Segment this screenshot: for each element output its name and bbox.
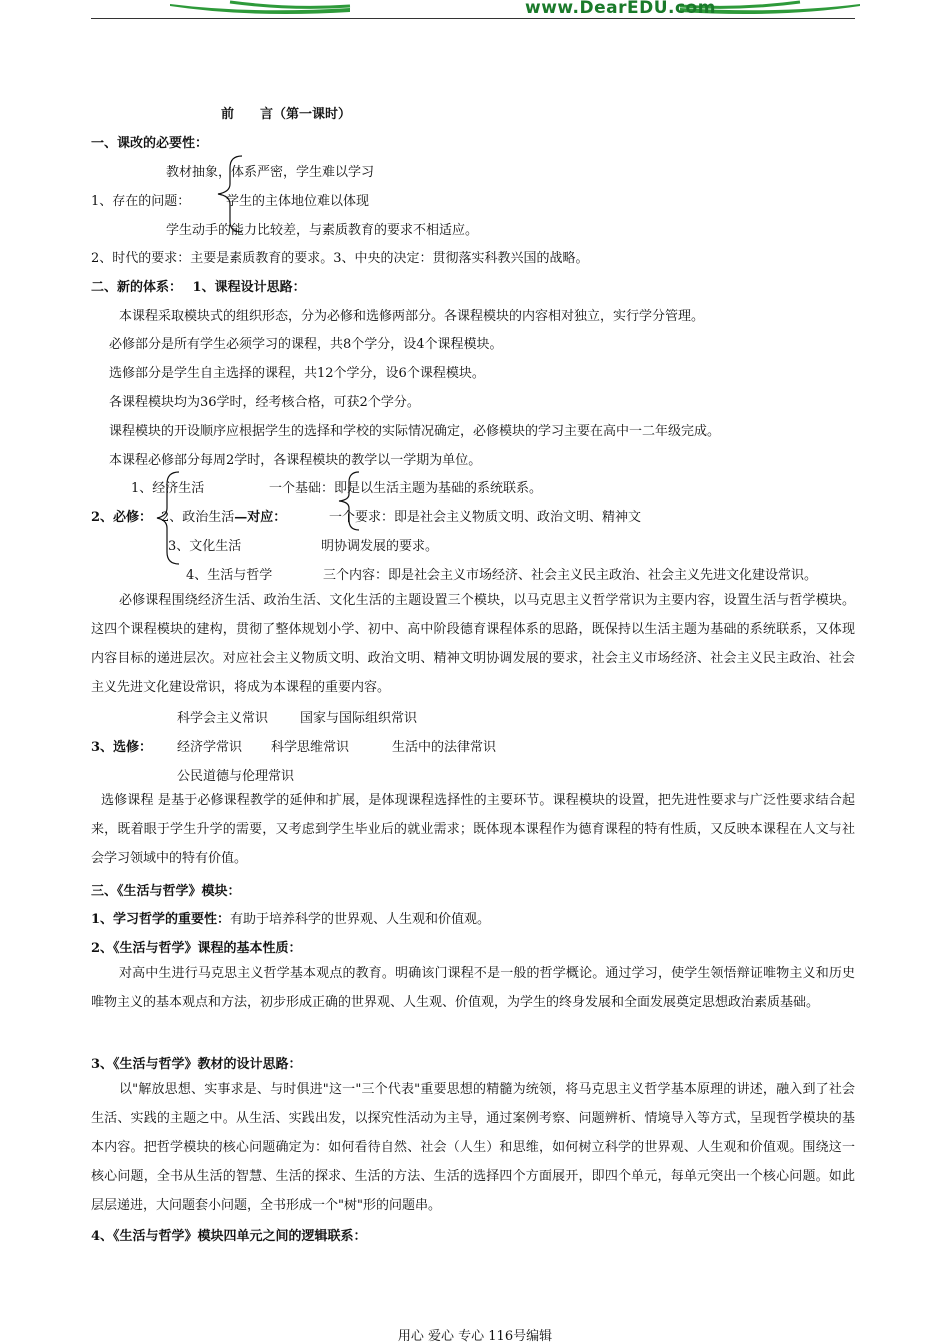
importance-text: 有助于培养科学的世界观、人生观和价值观。 bbox=[230, 912, 491, 927]
problem-item-2: 学生的主体地位难以体现 bbox=[226, 194, 370, 209]
elective-4: 科学思维常识 bbox=[271, 740, 350, 755]
design-para-1: 本课程采取模块式的组织形态，分为必修和选修两部分。各课程模块的内容相对独立，实行学分管理。 bbox=[119, 309, 705, 324]
logo-swoosh-icon bbox=[170, 0, 860, 20]
req-item-1: 一个基础：即是以生活主题为基础的系统联系。 bbox=[269, 481, 543, 496]
header-rule bbox=[91, 18, 855, 19]
elective-paragraph: 选修课程 是基于必修课程教学的延伸和扩展，是体现课程选择性的主要环节。课程模块的设置，把先进性要求与广泛性要求结合起来，既着眼于学生升学的需要，又考虑到学生毕业后的就业需求；既体现本课程作为德育课程的特有性质，又反映本课程在人文与社会学习领域中的特有价值。 bbox=[91, 793, 855, 866]
logic-label: 4、《生活与哲学》模块四单元之间的逻辑联系： bbox=[91, 1229, 367, 1244]
problem-item-1: 教材抽象，体系严密，学生难以学习 bbox=[166, 165, 375, 180]
section-2-sub-1: 1、课程设计思路： bbox=[192, 280, 306, 295]
design-para-3: 选修部分是学生自主选择的课程，共12个学分，设6个课程模块。 bbox=[109, 366, 485, 381]
nature-label: 2、《生活与哲学》课程的基本性质： bbox=[91, 941, 302, 956]
problem-item-3: 学生动手的能力比较差，与素质教育的要求不相适应。 bbox=[166, 223, 479, 238]
required-paragraph: 必修课程围绕经济生活、政治生活、文化生活的主题设置三个模块，以马克思主义哲学常识为主要内容，设置生活与哲学模块。这四个课程模块的建构，贯彻了整体规划小学、初中、高中阶段德育课程体系的思路，既保持以生活主题为基础的系统联系，又体现内容目标的递进层次。对应社会主义物质文明、政治文明、精神文明协调发展的要求，社会主义市场经济、社会主义民主政治、社会主义先进文化建设常识，将成为本课程的重要内容。 bbox=[91, 593, 855, 695]
req-link: —对应： bbox=[234, 510, 287, 525]
header-logo bbox=[170, 0, 860, 20]
design-para-4: 各课程模块均为36学时，经考核合格，可获2个学分。 bbox=[109, 395, 420, 410]
logo-text: www.DearEDU.com bbox=[525, 0, 716, 18]
design-para-6: 本课程必修部分每周2学时，各课程模块的教学以一学期为单位。 bbox=[109, 453, 482, 468]
design-idea-paragraph: 以"解放思想、实事求是、与时俱进"这一"三个代表"重要思想的精髓为统领，将马克思主义哲学基本原理的讲述，融入到了社会生活、实践的主题之中。从生活、实践出发，以探究性活动为主导，通过案例考察、问题辨析、情境导入等方式，呈现哲学模块的基本内容。把哲学模块的核心问题确定为：如何看待自然、社会（人生）和思维，如何树立科学的世界观、人生观和价值观。围绕这一核心问题，全书从生活的智慧、生活的探求、生活的方法、生活的选择四个方面展开，即四个单元，每单元突出一个核心问题。如此层层递进，大问题套小问题，全书形成一个"树"形的问题串。 bbox=[91, 1082, 855, 1213]
problem-label: 1、存在的问题： bbox=[91, 194, 191, 209]
section-1-heading: 一、课改的必要性： bbox=[91, 136, 209, 151]
section-2-title: 二、新的体系： bbox=[91, 280, 183, 295]
req-module-1: 1、经济生活 bbox=[131, 481, 205, 496]
req-module-4: 4、生活与哲学 bbox=[186, 568, 273, 583]
design-idea-label: 3、《生活与哲学》教材的设计思路： bbox=[91, 1057, 302, 1072]
req-label: 2、必修： bbox=[91, 510, 153, 525]
req-module-2-label: 2、政治生活 bbox=[161, 510, 235, 525]
req-item-3: 三个内容：即是社会主义市场经济、社会主义民主政治、社会主义先进文化建设常识。 bbox=[323, 568, 818, 583]
design-para-5: 课程模块的开设顺序应根据学生的选择和学校的实际情况确定，必修模块的学习主要在高中一二年级完成。 bbox=[109, 424, 721, 439]
brace-icon bbox=[212, 154, 252, 234]
nature-paragraph: 对高中生进行马克思主义哲学基本观点的教育。明确该门课程不是一般的哲学概论。通过学习，使学生领悟辩证唯物主义和历史唯物主义的基本观点和方法，初步形成正确的世界观、人生观、价值观，为学生的终身发展和全面发展奠定思想政治素质基础。 bbox=[91, 966, 855, 1010]
elective-6: 公民道德与伦理常识 bbox=[177, 769, 295, 784]
req-item-2-cont: 明协调发展的要求。 bbox=[321, 539, 439, 554]
elective-1: 科学会主义常识 bbox=[177, 711, 269, 726]
req-module-2 bbox=[161, 506, 286, 525]
elective-label: 3、选修： bbox=[91, 740, 153, 755]
section-3-heading: 三、《生活与哲学》模块： bbox=[91, 884, 241, 899]
req-item-2: 一个要求：即是社会主义物质文明、政治文明、精神文 bbox=[329, 510, 642, 525]
philosophy-importance bbox=[91, 908, 490, 927]
page-footer: 用心 爱心 专心 116号编辑 bbox=[397, 1329, 553, 1344]
section-1-para-2: 2、时代的要求：主要是素质教育的要求。3、中央的决定：贯彻落实科教兴国的战略。 bbox=[91, 251, 589, 266]
page-title: 前 言（第一课时） bbox=[221, 107, 352, 122]
req-module-3: 3、文化生活 bbox=[168, 539, 242, 554]
design-para-2: 必修部分是所有学生必须学习的课程，共8个学分，设4个课程模块。 bbox=[109, 337, 503, 352]
section-2-heading bbox=[91, 276, 306, 295]
elective-5: 生活中的法律常识 bbox=[392, 740, 497, 755]
elective-2: 国家与国际组织常识 bbox=[300, 711, 418, 726]
importance-label: 1、学习哲学的重要性： bbox=[91, 912, 231, 927]
elective-3: 经济学常识 bbox=[177, 740, 243, 755]
